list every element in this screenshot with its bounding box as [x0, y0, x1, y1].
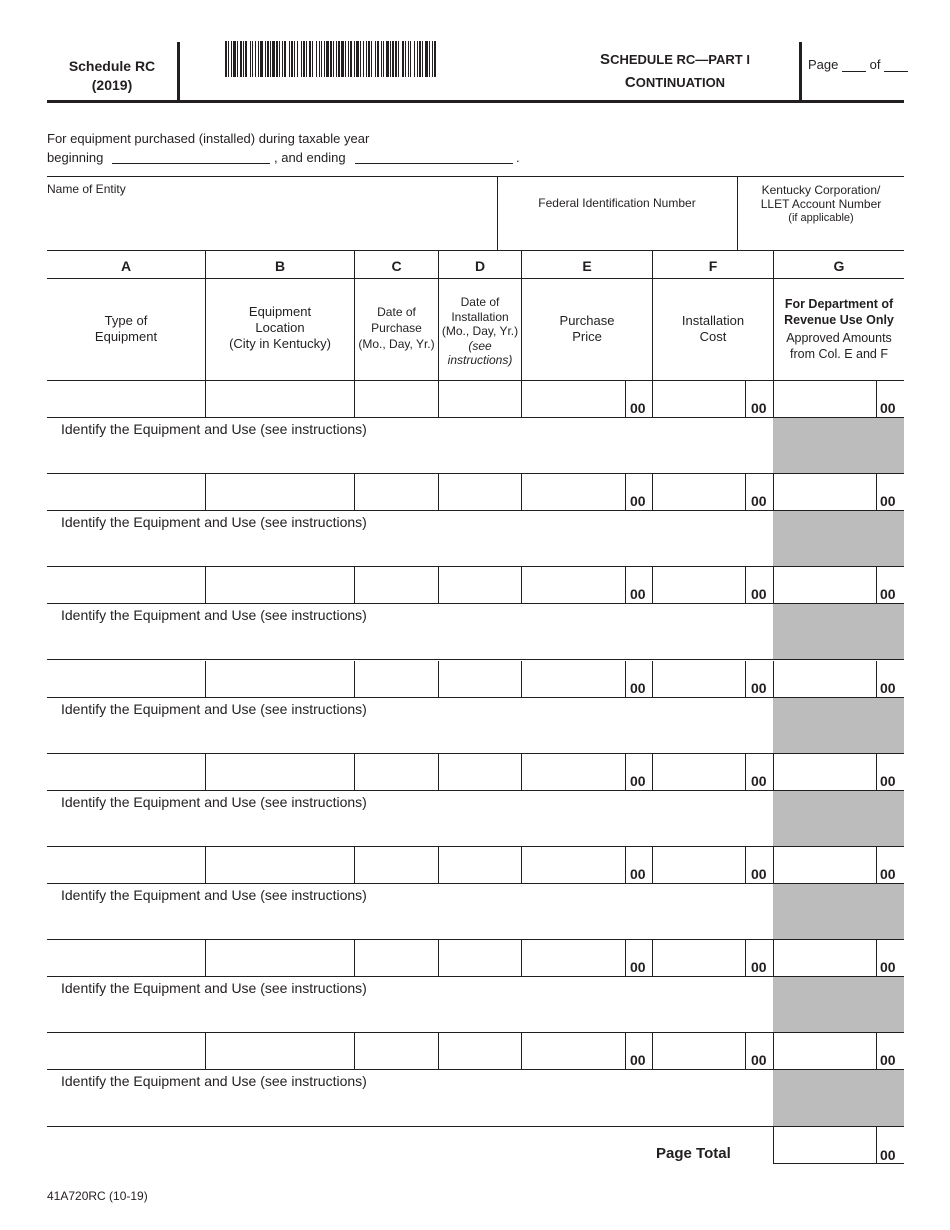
column-letter-a: A: [120, 258, 132, 274]
row-column-divider: [773, 381, 774, 418]
cents-divider-f: [745, 474, 746, 511]
row-column-divider: [438, 754, 439, 791]
row-column-divider: [354, 474, 355, 511]
barcode-image: [225, 41, 437, 77]
row-column-divider: [521, 381, 522, 418]
installation-date-input[interactable]: [440, 758, 519, 786]
purchase-date-input[interactable]: [356, 1037, 436, 1065]
purchase-date-input[interactable]: [356, 851, 436, 879]
row-column-divider: [652, 474, 653, 511]
cents-label-f: 00: [751, 493, 767, 509]
column-header-bottom-rule: [47, 380, 904, 381]
identify-equipment-label: Identify the Equipment and Use (see instructions): [61, 794, 367, 810]
approved-amount-input[interactable]: [775, 851, 872, 879]
cents-label-f: 00: [751, 1052, 767, 1068]
cents-label-g: 00: [880, 959, 896, 975]
identify-equipment-input[interactable]: [61, 998, 766, 1028]
row-column-divider: [438, 474, 439, 511]
approved-amount-input[interactable]: [775, 571, 872, 599]
identify-equipment-input[interactable]: [61, 1091, 766, 1121]
cents-label-e: 00: [630, 400, 646, 416]
installation-cost-input[interactable]: [654, 665, 741, 693]
column-letter-c: C: [391, 258, 402, 274]
row-group-divider: [47, 939, 904, 940]
approved-amount-input[interactable]: [775, 1037, 872, 1065]
type-of-equipment-input[interactable]: [49, 571, 203, 599]
purchase-price-input[interactable]: [523, 758, 620, 786]
purchase-date-input[interactable]: [356, 385, 436, 413]
page-total-count-input[interactable]: [884, 58, 908, 72]
approved-amount-input[interactable]: [775, 665, 872, 693]
equipment-location-input[interactable]: [207, 665, 352, 693]
cents-label-g: 00: [880, 866, 896, 882]
row-column-divider: [521, 1033, 522, 1070]
cents-label-e: 00: [630, 586, 646, 602]
header-sep-de: [521, 251, 522, 381]
column-letter-b: B: [274, 258, 286, 274]
period-ending-input[interactable]: [355, 148, 513, 164]
row-column-divider: [652, 940, 653, 977]
installation-cost-input[interactable]: [654, 1037, 741, 1065]
cents-divider-e: [625, 754, 626, 791]
cents-label-f: 00: [751, 959, 767, 975]
row-column-divider: [773, 940, 774, 977]
column-b-header: Equipment Location (City in Kentucky): [229, 304, 331, 351]
identify-equipment-label: Identify the Equipment and Use (see instructions): [61, 607, 367, 623]
column-d-header: Date of Installation (Mo., Day, Yr.) (see instructions): [441, 295, 519, 367]
row-group-divider: [47, 566, 904, 567]
total-left-border: [773, 1127, 774, 1164]
cents-label-g: 00: [880, 773, 896, 789]
row-column-divider: [438, 661, 439, 698]
header-bottom-rule: [47, 100, 904, 103]
approved-amount-input[interactable]: [775, 478, 872, 506]
schedule-title: SCHEDULE RC—PART I: [600, 51, 750, 68]
department-use-shaded-cell: [773, 884, 904, 940]
cents-divider-e: [625, 847, 626, 884]
type-of-equipment-input[interactable]: [49, 944, 203, 972]
row-column-divider: [652, 1033, 653, 1070]
type-of-equipment-input[interactable]: [49, 385, 203, 413]
installation-date-input[interactable]: [440, 851, 519, 879]
purchase-price-input[interactable]: [523, 385, 620, 413]
entity-name-label: Name of Entity: [47, 182, 126, 196]
equipment-location-input[interactable]: [207, 1037, 352, 1065]
row-column-divider: [354, 847, 355, 884]
row-column-divider: [773, 847, 774, 884]
total-top-rule: [47, 1126, 904, 1127]
installation-cost-input[interactable]: [654, 571, 741, 599]
row-group-divider: [47, 659, 904, 660]
cents-divider-g: [876, 754, 877, 791]
header-sep-bc: [354, 251, 355, 381]
cents-divider-g: [876, 940, 877, 977]
row-group-divider: [47, 846, 904, 847]
identify-equipment-input[interactable]: [61, 905, 766, 935]
cents-divider-f: [745, 847, 746, 884]
type-of-equipment-input[interactable]: [49, 478, 203, 506]
header-sep-cd: [438, 251, 439, 381]
row-column-divider: [773, 661, 774, 698]
period-beginning-label: beginning: [47, 150, 104, 165]
letters-bottom-rule: [47, 278, 904, 279]
equipment-location-input[interactable]: [207, 851, 352, 879]
column-e-header: Purchase Price: [559, 313, 615, 344]
installation-date-input[interactable]: [440, 385, 519, 413]
cents-divider-g: [876, 474, 877, 511]
entity-name-input[interactable]: [47, 200, 495, 244]
row-column-divider: [773, 1033, 774, 1070]
identify-equipment-input[interactable]: [61, 532, 766, 562]
cents-label-f: 00: [751, 773, 767, 789]
cents-label-f: 00: [751, 586, 767, 602]
purchase-price-input[interactable]: [523, 944, 620, 972]
cents-divider-f: [745, 1033, 746, 1070]
row-column-divider: [652, 661, 653, 698]
cents-label-g: 00: [880, 586, 896, 602]
cents-label-f: 00: [751, 400, 767, 416]
row-column-divider: [205, 567, 206, 604]
row-group-divider: [47, 1032, 904, 1033]
entity-bottom-rule: [47, 250, 904, 251]
cents-divider-g: [876, 567, 877, 604]
cents-label-f: 00: [751, 680, 767, 696]
identify-equipment-input[interactable]: [61, 439, 766, 469]
installation-date-input[interactable]: [440, 944, 519, 972]
row-group-divider: [47, 753, 904, 754]
cents-label-e: 00: [630, 959, 646, 975]
row-column-divider: [438, 1033, 439, 1070]
row-column-divider: [205, 1033, 206, 1070]
schedule-subtitle: CONTINUATION: [624, 74, 726, 91]
schedule-year: (2019): [91, 77, 133, 93]
cents-divider-f: [745, 754, 746, 791]
cents-label-g: 00: [880, 493, 896, 509]
type-of-equipment-input[interactable]: [49, 1037, 203, 1065]
purchase-date-input[interactable]: [356, 571, 436, 599]
column-letter-g: G: [833, 258, 845, 274]
column-a-header: Type of Equipment: [94, 313, 158, 344]
cents-label-e: 00: [630, 773, 646, 789]
approved-amount-input[interactable]: [775, 944, 872, 972]
purchase-price-input[interactable]: [523, 571, 620, 599]
period-end-mark: .: [516, 150, 520, 165]
row-column-divider: [354, 754, 355, 791]
type-of-equipment-input[interactable]: [49, 851, 203, 879]
purchase-date-input[interactable]: [356, 665, 436, 693]
department-use-shaded-cell: [773, 791, 904, 847]
purchase-price-input[interactable]: [523, 851, 620, 879]
fein-label: Federal Identification Number: [538, 196, 696, 210]
cents-label-g: 00: [880, 1052, 896, 1068]
identify-equipment-label: Identify the Equipment and Use (see instructions): [61, 701, 367, 717]
schedule-label: Schedule RC: [68, 58, 156, 74]
installation-cost-input[interactable]: [654, 851, 741, 879]
department-use-shaded-cell: [773, 698, 904, 754]
row-column-divider: [438, 567, 439, 604]
department-use-shaded-cell: [773, 418, 904, 474]
cents-divider-g: [876, 1033, 877, 1070]
header-divider-left: [177, 42, 180, 102]
department-use-shaded-cell: [773, 1070, 904, 1126]
equipment-location-input[interactable]: [207, 385, 352, 413]
installation-date-input[interactable]: [440, 665, 519, 693]
cents-divider-e: [625, 1033, 626, 1070]
department-use-shaded-cell: [773, 511, 904, 567]
cents-divider-f: [745, 661, 746, 698]
installation-date-input[interactable]: [440, 478, 519, 506]
purchase-date-input[interactable]: [356, 478, 436, 506]
purchase-price-input[interactable]: [523, 1037, 620, 1065]
installation-cost-input[interactable]: [654, 385, 741, 413]
total-cents-divider: [876, 1127, 877, 1164]
column-letter-e: E: [582, 258, 592, 274]
cents-divider-g: [876, 381, 877, 418]
row-column-divider: [354, 940, 355, 977]
cents-divider-e: [625, 661, 626, 698]
purchase-date-input[interactable]: [356, 758, 436, 786]
cents-label-f: 00: [751, 866, 767, 882]
row-column-divider: [205, 381, 206, 418]
identify-equipment-input[interactable]: [61, 812, 766, 842]
cents-divider-e: [625, 940, 626, 977]
type-of-equipment-input[interactable]: [49, 665, 203, 693]
row-column-divider: [521, 474, 522, 511]
total-cents: 00: [880, 1147, 896, 1163]
equipment-location-input[interactable]: [207, 571, 352, 599]
period-ending-label: , and ending: [274, 150, 346, 165]
row-column-divider: [652, 567, 653, 604]
page-number-block: Page of: [808, 57, 908, 72]
installation-cost-input[interactable]: [654, 944, 741, 972]
row-column-divider: [438, 381, 439, 418]
row-group-divider: [47, 473, 904, 474]
row-column-divider: [205, 474, 206, 511]
total-bottom-rule: [773, 1163, 904, 1164]
row-column-divider: [354, 381, 355, 418]
row-column-divider: [438, 940, 439, 977]
row-column-divider: [652, 847, 653, 884]
installation-date-input[interactable]: [440, 571, 519, 599]
cents-label-e: 00: [630, 680, 646, 696]
row-column-divider: [521, 661, 522, 698]
row-column-divider: [521, 847, 522, 884]
purchase-price-input[interactable]: [523, 478, 620, 506]
row-column-divider: [521, 940, 522, 977]
cents-divider-f: [745, 940, 746, 977]
column-g-header: For Department of Revenue Use Only Approved Amounts from Col. E and F: [784, 297, 894, 361]
page-total-label: Page Total: [656, 1145, 731, 1162]
row-column-divider: [205, 847, 206, 884]
row-column-divider: [773, 567, 774, 604]
row-column-divider: [773, 754, 774, 791]
column-c-header: Date of Purchase (Mo., Day, Yr.): [358, 305, 435, 351]
identify-equipment-label: Identify the Equipment and Use (see instructions): [61, 421, 367, 437]
installation-date-input[interactable]: [440, 1037, 519, 1065]
cents-divider-g: [876, 661, 877, 698]
cents-divider-e: [625, 567, 626, 604]
row-column-divider: [354, 567, 355, 604]
cents-divider-g: [876, 847, 877, 884]
cents-label-g: 00: [880, 400, 896, 416]
purchase-date-input[interactable]: [356, 944, 436, 972]
page-total-input[interactable]: [775, 1133, 875, 1161]
identify-equipment-input[interactable]: [61, 625, 766, 655]
identify-equipment-label: Identify the Equipment and Use (see instructions): [61, 514, 367, 530]
cents-label-e: 00: [630, 1052, 646, 1068]
approved-amount-input[interactable]: [775, 758, 872, 786]
column-letter-d: D: [474, 258, 486, 274]
cents-divider-f: [745, 381, 746, 418]
row-column-divider: [205, 940, 206, 977]
period-beginning-input[interactable]: [112, 148, 270, 164]
identify-equipment-label: Identify the Equipment and Use (see instructions): [61, 1073, 367, 1089]
entity-divider-1: [497, 177, 498, 250]
row-column-divider: [205, 754, 206, 791]
row-column-divider: [354, 1033, 355, 1070]
entity-top-rule: [47, 176, 904, 177]
header-sep-ab: [205, 251, 206, 381]
cents-divider-e: [625, 381, 626, 418]
column-f-header: Installation Cost: [681, 313, 745, 344]
row-column-divider: [521, 754, 522, 791]
type-of-equipment-input[interactable]: [49, 758, 203, 786]
identify-equipment-label: Identify the Equipment and Use (see instructions): [61, 887, 367, 903]
form-number: 41A720RC (10-19): [47, 1189, 148, 1203]
row-column-divider: [354, 661, 355, 698]
row-column-divider: [773, 474, 774, 511]
cents-label-e: 00: [630, 866, 646, 882]
row-column-divider: [652, 754, 653, 791]
cents-label-g: 00: [880, 680, 896, 696]
department-use-shaded-cell: [773, 977, 904, 1033]
installation-cost-input[interactable]: [654, 478, 741, 506]
identify-equipment-label: Identify the Equipment and Use (see instructions): [61, 980, 367, 996]
equipment-location-input[interactable]: [207, 758, 352, 786]
header-divider-right: [799, 42, 802, 102]
row-column-divider: [438, 847, 439, 884]
cents-divider-e: [625, 474, 626, 511]
identify-equipment-input[interactable]: [61, 719, 766, 749]
equipment-location-input[interactable]: [207, 944, 352, 972]
cents-label-e: 00: [630, 493, 646, 509]
column-letter-f: F: [708, 258, 718, 274]
cents-divider-f: [745, 567, 746, 604]
page-number-input[interactable]: [842, 58, 866, 72]
purchase-price-input[interactable]: [523, 665, 620, 693]
row-column-divider: [205, 661, 206, 698]
ky-account-label: Kentucky Corporation/ LLET Account Number (if applicable): [760, 183, 882, 224]
department-use-shaded-cell: [773, 604, 904, 660]
approved-amount-input[interactable]: [775, 385, 872, 413]
row-column-divider: [521, 567, 522, 604]
header-sep-ef: [652, 251, 653, 381]
period-intro: For equipment purchased (installed) during taxable year: [47, 131, 370, 146]
header-sep-fg: [773, 251, 774, 381]
row-column-divider: [652, 381, 653, 418]
installation-cost-input[interactable]: [654, 758, 741, 786]
equipment-location-input[interactable]: [207, 478, 352, 506]
